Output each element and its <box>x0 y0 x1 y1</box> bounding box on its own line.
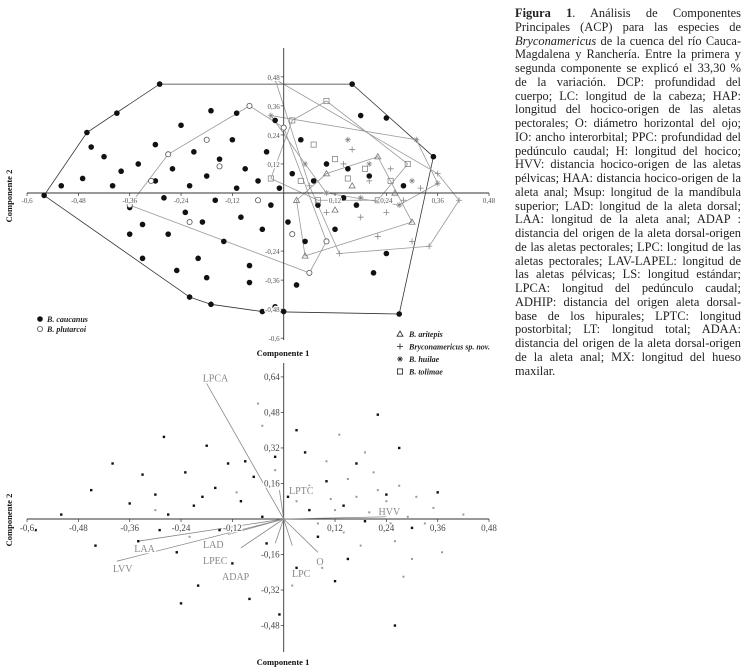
data-point <box>366 178 372 184</box>
data-point <box>234 110 240 116</box>
legend-label: B. caucanus <box>47 315 88 324</box>
y-tick-label: -0,36 <box>265 277 280 286</box>
x-tick-label: 0,48 <box>482 197 496 205</box>
data-point <box>236 491 238 493</box>
legend-label: B. plutarcoi <box>47 325 87 334</box>
legend-marker <box>397 369 402 374</box>
caption-genus: Bryconamericus <box>515 33 597 48</box>
data-point <box>306 183 312 189</box>
data-point <box>358 113 364 119</box>
data-point <box>325 480 327 482</box>
y-tick-label: 0,24 <box>267 131 280 140</box>
data-point <box>200 219 206 225</box>
vector-label: LPC <box>292 569 311 580</box>
data-point <box>308 509 310 511</box>
data-point <box>345 137 351 143</box>
data-point <box>354 202 360 208</box>
data-point <box>193 504 195 506</box>
data-point <box>208 302 214 308</box>
data-point <box>409 178 415 184</box>
data-point <box>307 270 312 275</box>
y-tick-label: 0,48 <box>267 73 280 82</box>
data-point <box>261 516 263 518</box>
data-point <box>208 108 214 114</box>
data-point <box>411 527 413 529</box>
x-tick-label: -0,12 <box>225 197 240 205</box>
legend-marker <box>37 326 42 331</box>
data-point <box>426 243 432 249</box>
data-point <box>294 282 300 288</box>
x-tick-label: -0,48 <box>68 523 88 533</box>
data-point <box>296 500 298 502</box>
y-tick-label: -0,24 <box>265 248 280 257</box>
pca-plot-1 <box>4 48 496 377</box>
data-point <box>383 209 389 215</box>
data-point <box>238 214 244 220</box>
data-point <box>180 602 182 604</box>
y-axis-title: Componente 2 <box>4 493 14 547</box>
data-point <box>166 152 171 157</box>
data-point <box>148 178 153 183</box>
data-point <box>272 118 278 124</box>
data-point <box>362 166 367 171</box>
x-tick-label: 0,24 <box>380 197 393 205</box>
data-point <box>268 202 274 208</box>
data-point <box>230 137 236 143</box>
data-point <box>311 142 316 147</box>
data-point <box>360 545 362 547</box>
data-point <box>214 487 216 489</box>
data-point <box>358 214 364 220</box>
axis-ticks <box>21 74 495 343</box>
data-point <box>341 195 347 201</box>
data-point <box>441 551 443 553</box>
data-point <box>34 529 36 531</box>
y-tick-label: -0,32 <box>260 585 280 596</box>
data-point <box>129 502 131 504</box>
data-point <box>184 471 186 473</box>
y-tick-label: -0,48 <box>265 306 280 315</box>
data-point <box>371 270 377 276</box>
data-point <box>407 516 409 518</box>
data-point <box>402 576 404 578</box>
data-point <box>345 176 350 181</box>
data-point <box>261 425 263 427</box>
data-point <box>347 478 349 480</box>
data-point <box>345 166 351 172</box>
data-point <box>101 154 107 160</box>
data-point <box>242 166 248 172</box>
data-point <box>41 193 47 199</box>
data-point <box>247 103 252 108</box>
vector-label: LPTC <box>289 486 314 497</box>
data-point <box>217 164 222 169</box>
data-point <box>398 447 400 449</box>
data-point <box>462 514 464 516</box>
data-point <box>274 469 276 471</box>
y-tick-label: 0,12 <box>267 160 280 169</box>
x-tick-label: -0,24 <box>173 197 189 205</box>
data-point <box>189 536 191 538</box>
vector-label: LPEC <box>203 556 228 567</box>
data-point <box>234 185 240 191</box>
data-point <box>165 231 171 237</box>
loading-vector <box>275 519 284 543</box>
caption-text-2: de la cuenca del río Cauca-Magdalena y Ranchería. Entre la primera y segunda componente se explicó el 33,30 % de la variación. DCP: profundidad del cuerpo; LC: longitud de la cabeza; HAP: longitud del hocico-origen de las aletas pectorales; O: diámetro horizontal del ojo; IO: ancho interorbital; PPC: profundidad del pedúnculo caudal; H: longitud del hocico; HVV: distancia hocico-origen de las aletas pélvicas; HAA: distancia hocico-origen de la aleta anal; Msup: longitud de la mandíbula superior; LAD: longitud de la aleta dorsal; LAA: longitud de la aleta anal; ADAP : distancia del origen de la aleta dorsal-origen de las aletas pectorales; LPC: longitud de las aletas pectorales; LAV-LAPEL: longitud de las aletas pélvicas; LS: longitud estándar; LPCA: longitud del pedúnculo caudal; ADHIP: distancia del origen aleta dorsal-base de los hipurales; LPTC: longitud postorbital; LT: longitud total; ADAA: distancia del origen de la aleta dorsal-origen de la aleta anal; MX: longitud del hueso maxilar. <box>515 33 741 378</box>
data-point <box>90 489 92 491</box>
data-point <box>161 195 167 201</box>
legend-marker <box>397 356 403 362</box>
data-point <box>295 429 297 431</box>
data-point <box>191 149 197 155</box>
data-point <box>384 115 390 121</box>
x-tick-label: 0,48 <box>481 523 497 533</box>
data-point <box>336 251 342 257</box>
data-point <box>364 520 366 522</box>
data-point <box>58 183 64 189</box>
vector-label: O <box>316 557 324 568</box>
data-point <box>265 542 267 544</box>
x-tick-label: -0,48 <box>71 197 86 205</box>
data-point <box>431 154 437 160</box>
data-point <box>60 513 62 515</box>
data-point <box>396 311 402 317</box>
data-point <box>227 462 229 464</box>
legend-label: B. tolimae <box>409 367 443 377</box>
data-point <box>377 413 379 415</box>
x-tick-label: -0,24 <box>171 523 191 533</box>
data-point <box>231 562 233 564</box>
data-point <box>195 256 201 262</box>
y-axis-title: Componente 2 <box>4 169 14 223</box>
data-point <box>154 509 156 511</box>
data-point <box>398 485 400 487</box>
data-point <box>167 513 169 515</box>
data-point <box>137 540 139 542</box>
x-tick-label: -0,36 <box>122 197 137 205</box>
series-b-plutarcoi <box>127 103 329 275</box>
data-point <box>277 185 283 191</box>
x-tick-label: 0,12 <box>327 523 343 533</box>
data-point <box>178 122 184 128</box>
data-point <box>110 183 116 189</box>
data-point <box>118 168 124 174</box>
data-point <box>317 536 319 538</box>
data-point <box>154 493 156 495</box>
data-point <box>257 403 259 405</box>
data-point <box>424 522 426 524</box>
data-point <box>157 81 163 87</box>
data-point <box>342 504 344 506</box>
data-point <box>302 239 308 245</box>
series-b-caucanus <box>34 413 439 626</box>
data-point <box>415 496 417 498</box>
data-point <box>355 496 357 498</box>
data-point <box>298 137 304 143</box>
data-point <box>334 580 336 582</box>
data-point <box>364 451 366 453</box>
y-tick-label: 0,16 <box>263 478 280 489</box>
y-tick-label: 0,64 <box>263 371 280 382</box>
data-point <box>176 551 178 553</box>
data-point <box>385 500 387 502</box>
data-point <box>334 509 336 511</box>
x-axis-title: Componente 1 <box>256 657 310 667</box>
data-point <box>127 231 133 237</box>
data-point <box>281 309 287 315</box>
data-point <box>290 232 295 237</box>
data-point <box>187 219 192 224</box>
data-point <box>114 110 120 116</box>
data-point <box>268 113 274 119</box>
data-point <box>281 125 286 130</box>
figure-caption <box>515 7 741 378</box>
y-tick-label: -0,16 <box>260 549 280 560</box>
data-point <box>204 137 209 142</box>
data-point <box>187 183 193 189</box>
vector-label: LAA <box>134 544 155 556</box>
y-tick-label: 0,32 <box>263 442 280 453</box>
data-point <box>247 280 253 286</box>
data-point <box>311 178 317 184</box>
data-point <box>317 522 319 524</box>
legend-label: B. aritepis <box>409 330 443 339</box>
legend-marker <box>397 331 403 336</box>
data-point <box>135 161 141 167</box>
vector-label: LVV <box>112 564 133 576</box>
data-point <box>244 460 246 462</box>
data-point <box>206 445 208 447</box>
data-point <box>394 540 396 542</box>
data-point <box>435 180 441 186</box>
loading-vector <box>241 519 284 548</box>
x-tick-label: -0,36 <box>120 523 140 533</box>
data-point <box>140 222 146 228</box>
data-point <box>153 142 159 148</box>
data-point <box>375 234 381 240</box>
data-point <box>373 471 375 473</box>
x-tick-label: -0,6 <box>21 197 33 205</box>
y-tick-label: 0,36 <box>267 102 280 111</box>
data-point <box>355 462 357 464</box>
convex-hull-b-plutarcoi <box>130 106 327 273</box>
data-point <box>285 219 291 225</box>
data-point <box>338 434 340 436</box>
data-point <box>323 209 329 215</box>
data-point <box>163 436 165 438</box>
x-tick-label: 0,12 <box>328 197 342 205</box>
data-point <box>247 263 253 269</box>
data-point <box>274 456 276 458</box>
data-point <box>197 584 199 586</box>
data-point <box>212 197 218 203</box>
data-point <box>218 529 220 531</box>
data-point <box>388 166 394 172</box>
y-tick-label: 0,48 <box>263 407 280 418</box>
data-point <box>264 149 270 155</box>
data-point <box>217 156 223 162</box>
data-point <box>174 268 180 274</box>
data-point <box>94 544 96 546</box>
data-point <box>437 491 439 493</box>
x-tick-label: 0,36 <box>431 197 444 205</box>
axis-ticks <box>20 372 498 631</box>
data-point <box>324 239 329 244</box>
caption-figure-label: Figura 1 <box>515 6 573 20</box>
data-point <box>260 227 266 233</box>
data-point <box>278 613 280 615</box>
data-point <box>324 161 330 167</box>
vector-label: LPCA <box>202 373 229 385</box>
data-point <box>80 176 86 182</box>
data-point <box>347 558 349 560</box>
data-point <box>368 511 370 513</box>
data-point <box>255 178 261 184</box>
data-point <box>325 460 327 462</box>
legend-label: Bryconamericus sp. nov. <box>409 342 491 352</box>
legend-marker <box>397 344 403 350</box>
data-point <box>140 256 146 262</box>
data-point <box>221 239 227 245</box>
data-point <box>411 558 413 560</box>
x-tick-label: 0,36 <box>429 523 446 533</box>
x-tick-label: 0,24 <box>378 523 395 533</box>
data-point <box>330 498 332 500</box>
y-tick-label: -0,48 <box>260 620 280 631</box>
data-point <box>413 137 419 143</box>
x-axis-title: Componente 1 <box>256 348 310 358</box>
data-point <box>248 598 250 600</box>
data-point <box>349 146 355 152</box>
data-point <box>385 493 387 495</box>
data-point <box>401 183 407 189</box>
data-point <box>349 81 355 87</box>
data-point <box>204 275 210 281</box>
legend-marker <box>37 316 43 322</box>
data-point <box>240 500 242 502</box>
vector-label: ADAP <box>222 572 250 583</box>
y-tick-label: -0,6 <box>268 335 280 344</box>
x-tick-label: -0,6 <box>19 523 35 533</box>
pca-plot-2 <box>4 363 497 667</box>
data-point <box>204 173 210 179</box>
data-point <box>332 227 338 233</box>
data-point <box>394 624 396 626</box>
data-point <box>377 489 379 491</box>
data-point <box>170 166 176 172</box>
data-point <box>349 183 355 188</box>
data-point <box>187 294 193 300</box>
data-point <box>84 130 90 136</box>
vector-label: HVV <box>378 506 401 518</box>
data-point <box>255 198 260 203</box>
data-point <box>332 207 338 212</box>
data-point <box>323 190 329 196</box>
x-tick-label: -0,12 <box>222 523 242 533</box>
legend-label: B. huilae <box>409 355 440 364</box>
data-point <box>304 451 306 453</box>
data-point <box>88 144 94 150</box>
data-point <box>111 462 113 464</box>
data-point <box>332 157 337 162</box>
data-point <box>201 496 203 498</box>
data-point <box>384 251 390 257</box>
data-point <box>341 161 347 167</box>
data-point <box>291 585 293 587</box>
data-point <box>396 202 402 208</box>
data-point <box>183 210 189 216</box>
data-point <box>158 529 160 531</box>
vector-label: LAD <box>203 540 224 551</box>
data-point <box>418 185 424 191</box>
data-point <box>289 171 295 177</box>
data-point <box>432 507 434 509</box>
caption-text-1: . Análisis de Componentes Principales (ACP) para las especies de <box>515 6 741 34</box>
data-point <box>253 476 255 478</box>
data-point <box>141 473 143 475</box>
